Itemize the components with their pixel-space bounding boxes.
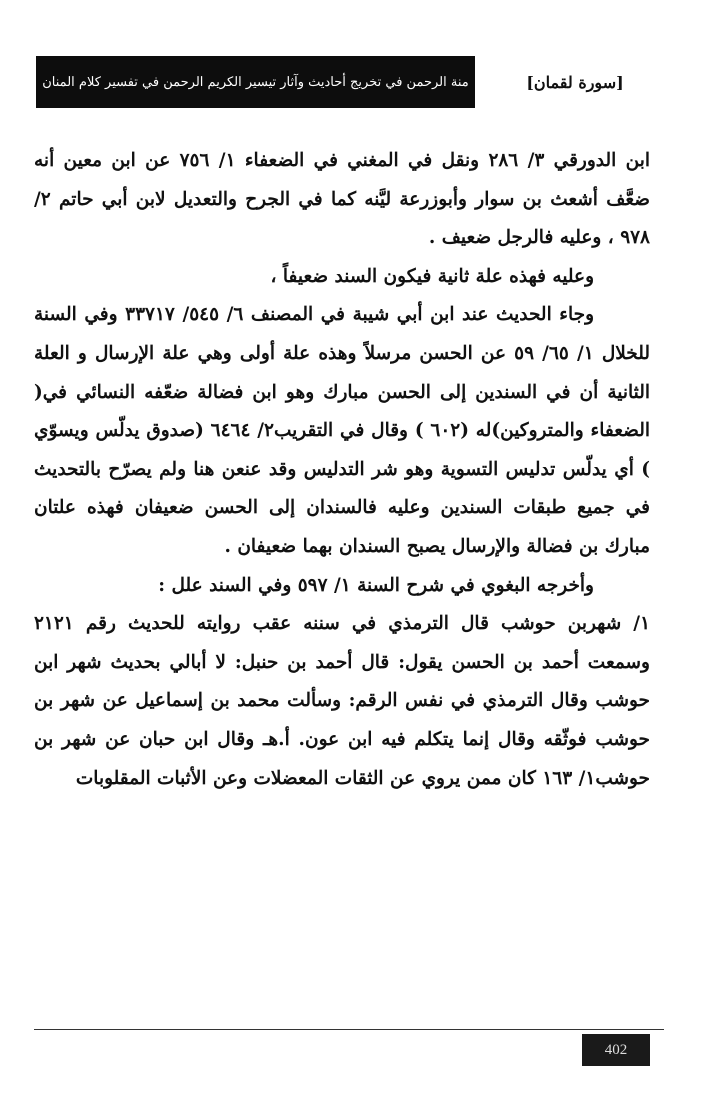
paragraph-3: وجاء الحديث عند ابن أبي شيبة في المصنف ٦/ ٥٤٥/ ٣٣٧١٧ وفي السنة للخلال ١/ ٦٥/ ٥٩ عن الحسن مرسلاً وهذه علة أولى وهي علة الإرسال و العلة الثانية أن في السندين إلى الحسن مبارك وهو ابن فضالة ضعّفه النسائي في( الضعفاء والمتروكين)له (٦٠٢ ) وقال في التقريب٢/ ٦٤٦٤ (صدوق يدلّس ويسوّي ) أي يدلّس تدليس التسوية وهو شر التدليس وقد عنعن هنا ولم يصرّح بالتحديث في جميع طبقات السندين وعليه فالسندان إلى الحسن ضعيفان فهذه علتان مبارك بن فضالة والإرسال يصبح السندان بهما ضعيفان .	[34, 304, 651, 557]
book-title-banner	[36, 56, 475, 108]
surah-label: [سورة لقمان]	[526, 72, 624, 92]
body-text	[34, 142, 650, 798]
book-title: منة الرحمن في تخريج أحاديث وآثار تيسير الكريم الرحمن في تفسير كلام المنان	[42, 74, 469, 90]
footer-divider	[34, 1029, 664, 1030]
paragraph-2: وعليه فهذه علة ثانية فيكون السند ضعيفاً ،	[270, 265, 594, 287]
page-number: 402	[582, 1034, 650, 1066]
paragraph-5: ١/ شهربن حوشب قال الترمذي في سننه عقب روايته للحديث رقم ٢١٢١ وسمعت أحمد بن الحسن يقول: قال أحمد بن حنبل: لا أبالي بحديث شهر ابن حوشب وقال الترمذي في نفس الرقم: وسألت محمد بن إسماعيل عن شهر بن حوشب فوثّقه وقال إنما يتكلم فيه ابن عون. أ.هـ وقال ابن حبان عن شهر بن حوشب١/ ١٦٣ كان ممن يروي عن الثقات المعضلات وعن الأثبات المقلوبات	[34, 613, 650, 789]
paragraph-1: ابن الدورقي ٣/ ٢٨٦ ونقل في المغني في الضعفاء ١/ ٧٥٦ عن ابن معين أنه ضعَّف أشعث بن سوار وأبوزرعة ليَّنه كما في الجرح والتعديل لابن أبي حاتم ٢/ ٩٧٨ ، وعليه فالرجل ضعيف .	[34, 150, 651, 249]
paragraph-4: وأخرجه البغوي في شرح السنة ١/ ٥٩٧ وفي السند علل :	[158, 574, 594, 596]
page-header	[36, 56, 665, 108]
